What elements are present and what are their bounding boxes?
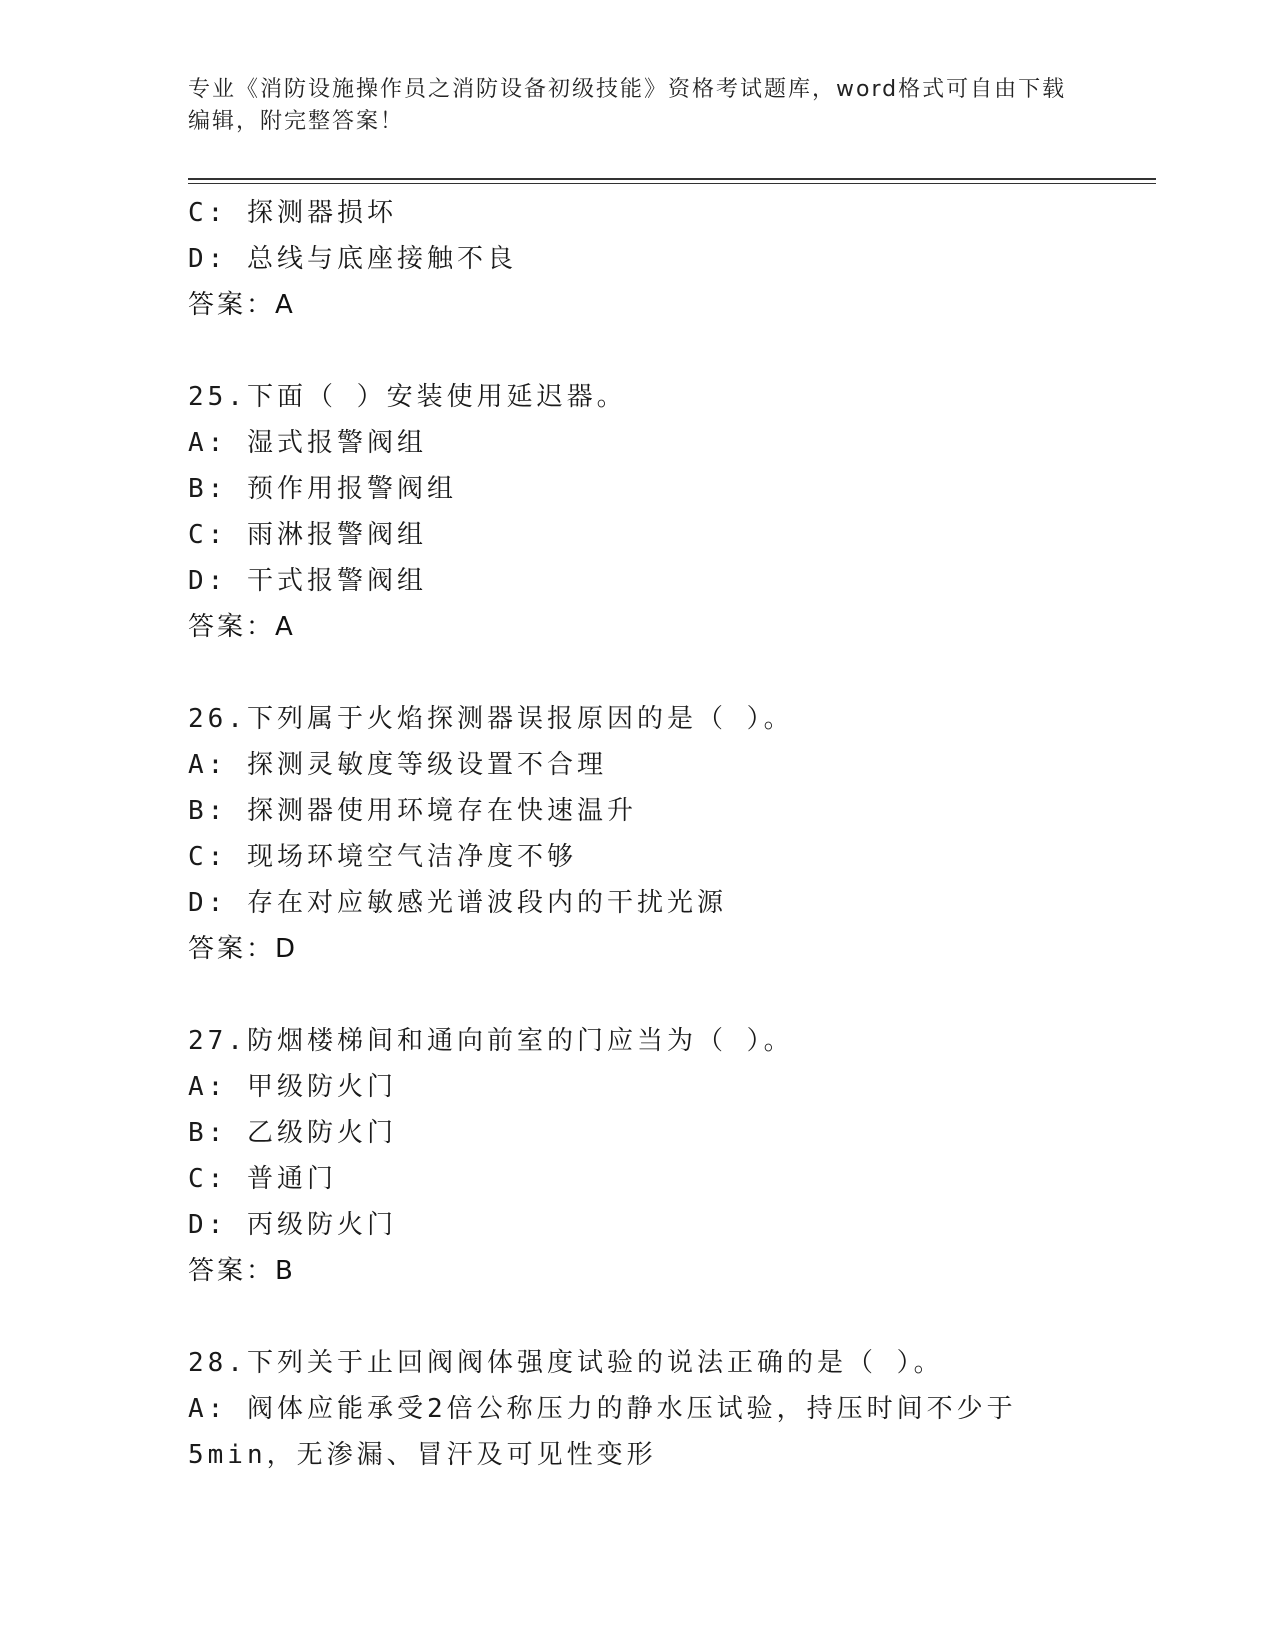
option-d: D: 干式报警阀组 — [188, 566, 427, 596]
option-d: D: 存在对应敏感光谱波段内的干扰光源 — [188, 888, 727, 918]
option-c: C: 探测器损坏 — [188, 198, 397, 228]
header-rule-thin — [188, 183, 1156, 184]
question-list — [188, 190, 1088, 1478]
option-b: B: 乙级防火门 — [188, 1118, 397, 1148]
option-d: D: 丙级防火门 — [188, 1210, 397, 1240]
option-a: A: 甲级防火门 — [188, 1072, 397, 1102]
option-a: A: 湿式报警阀组 — [188, 428, 427, 458]
option-a: A: 阀体应能承受2倍公称压力的静水压试验，持压时间不少于5min，无渗漏、冒汗及可见性变形 — [188, 1394, 1017, 1470]
answer-line: 答案：A — [188, 612, 296, 642]
option-b: B: 预作用报警阀组 — [188, 474, 457, 504]
question-stem: 25.下面（ ）安装使用延迟器。 — [188, 382, 627, 412]
question-block-27 — [188, 1018, 1088, 1294]
option-c: C: 现场环境空气洁净度不够 — [188, 842, 577, 872]
spacer — [188, 972, 1088, 1018]
question-stem: 26.下列属于火焰探测器误报原因的是（ ）。 — [188, 704, 794, 734]
spacer — [188, 1294, 1088, 1340]
header-rule-thick — [188, 178, 1156, 180]
option-c: C: 雨淋报警阀组 — [188, 520, 427, 550]
option-d: D: 总线与底座接触不良 — [188, 244, 517, 274]
question-stem: 28.下列关于止回阀阀体强度试验的说法正确的是（ ）。 — [188, 1348, 944, 1378]
option-b: B: 探测器使用环境存在快速温升 — [188, 796, 637, 826]
spacer — [188, 650, 1088, 696]
option-c: C: 普通门 — [188, 1164, 337, 1194]
option-a: A: 探测灵敏度等级设置不合理 — [188, 750, 607, 780]
answer-line: 答案：B — [188, 1256, 296, 1286]
answer-line: 答案：D — [188, 934, 299, 964]
answer-line: 答案：A — [188, 290, 296, 320]
header-text: 专业《消防设施操作员之消防设备初级技能》资格考试题库，word格式可自由下载编辑，附完整答案！ — [188, 77, 1067, 134]
spacer — [188, 328, 1088, 374]
question-block-26 — [188, 696, 1088, 972]
question-block-24 — [188, 190, 1088, 328]
question-block-28 — [188, 1340, 1088, 1478]
page-header — [188, 74, 1078, 138]
question-block-25 — [188, 374, 1088, 650]
question-stem: 27.防烟楼梯间和通向前室的门应当为（ ）。 — [188, 1026, 794, 1056]
